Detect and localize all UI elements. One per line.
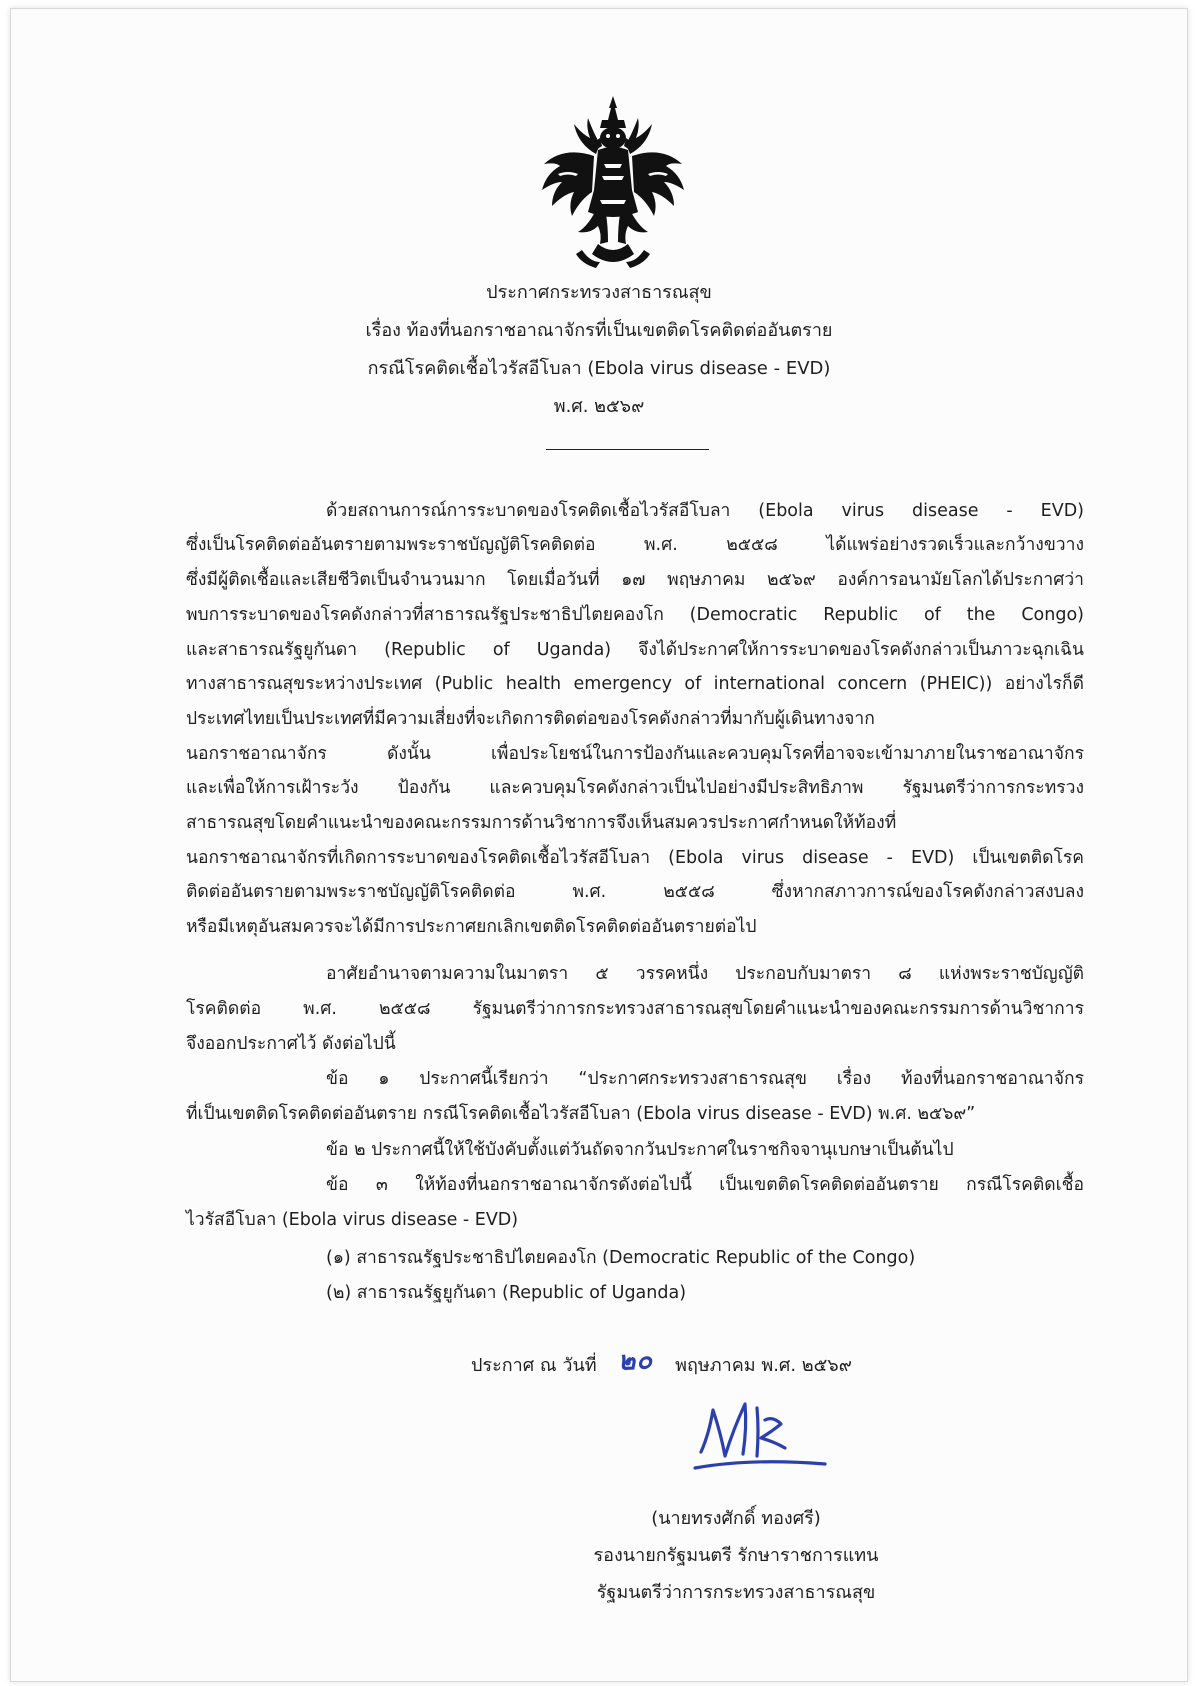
paragraph-line: นอกราชอาณาจักรที่เกิดการระบาดของโรคติดเชื้อไวรัสอีโบลา (Ebola virus disease - EVD) เป็นเขตติดโรค [186,848,1084,868]
announcement-subject: เรื่อง ท้องที่นอกราชอาณาจักรที่เป็นเขตติดโรคติดต่ออันตราย [365,320,833,341]
paragraph-line: นอกราชอาณาจักร ดังนั้น เพื่อประโยชน์ในการป้องกันและควบคุมโรคที่อาจจะเข้ามาภายในราชอาณาจักร [186,744,1084,764]
signatory-name: (นายทรงศักดิ์ ทองศรี) [651,1508,821,1529]
paragraph-line: ทางสาธารณสุขระหว่างประเทศ (Public health emergency of international concern (PHEIC)) อย่างไรก็ดี [186,674,1084,694]
clause-1-line: ข้อ ๑ ประกาศนี้เรียกว่า “ประกาศกระทรวงสาธารณสุข เรื่อง ท้องที่นอกราชอาณาจักร [326,1069,1084,1089]
clause-3-line: ข้อ ๓ ให้ท้องที่นอกราชอาณาจักรดังต่อไปนี้ เป็นเขตติดโรคติดต่ออันตราย กรณีโรคติดเชื้อ [326,1175,1084,1195]
dateline-suffix: พฤษภาคม พ.ศ. ๒๕๖๙ [675,1355,852,1376]
paragraph-line: ซึ่งเป็นโรคติดต่ออันตรายตามพระราชบัญญัติโรคติดต่อ พ.ศ. ๒๕๕๘ ได้แพร่อย่างรวดเร็วและกว้างขวาง [186,535,1084,555]
clause-1-line: ที่เป็นเขตติดโรคติดต่ออันตราย กรณีโรคติดเชื้อไวรัสอีโบลา (Ebola virus disease - EVD) พ.ศ. ๒๕๖๙” [186,1104,976,1124]
signatory-position: รัฐมนตรีว่าการกระทรวงสาธารณสุข [596,1582,876,1603]
document-page [10,8,1188,1682]
paragraph-line: ประเทศไทยเป็นประเทศที่มีความเสี่ยงที่จะเกิดการติดต่อของโรคดังกล่าวที่มากับผู้เดินทางจาก [186,709,875,729]
clause-2-line: ข้อ ๒ ประกาศนี้ให้ใช้บังคับตั้งแต่วันถัดจากวันประกาศในราชกิจจานุเบกษาเป็นต้นไป [326,1140,954,1160]
paragraph-line: โรคติดต่อ พ.ศ. ๒๕๕๘ รัฐมนตรีว่าการกระทรวงสาธารณสุขโดยคำแนะนำของคณะกรรมการด้านวิชาการ [186,999,1084,1019]
paragraph-line: ติดต่ออันตรายตามพระราชบัญญัติโรคติดต่อ พ.ศ. ๒๕๕๘ ซึ่งหากสภาวการณ์ของโรคดังกล่าวสงบลง [186,882,1084,902]
garuda-emblem-icon [538,94,688,269]
title-divider [546,449,709,450]
paragraph-line: และสาธารณรัฐยูกันดา (Republic of Uganda) จึงได้ประกาศให้การระบาดของโรคดังกล่าวเป็นภาวะฉุกเฉิน [186,640,1084,660]
handwritten-signature [691,1394,831,1474]
paragraph-line: สาธารณสุขโดยคำแนะนำของคณะกรรมการด้านวิชาการจึงเห็นสมควรประกาศกำหนดให้ท้องที่ [186,813,897,833]
territory-item: (๒) สาธารณรัฐยูกันดา (Republic of Uganda) [326,1283,687,1303]
announcement-year: พ.ศ. ๒๕๖๙ [553,396,645,417]
paragraph-line: พบการระบาดของโรคดังกล่าวที่สาธารณรัฐประชาธิปไตยคองโก (Democratic Republic of the Congo) [186,605,1084,625]
announcement-case: กรณีโรคติดเชื้อไวรัสอีโบลา (Ebola virus disease - EVD) [367,358,831,379]
paragraph-line: และเพื่อให้การเฝ้าระวัง ป้องกัน และควบคุมโรคดังกล่าวเป็นไปอย่างมีประสิทธิภาพ รัฐมนตรีว่าการกระทรวง [186,778,1084,798]
paragraph-line: จึงออกประกาศไว้ ดังต่อไปนี้ [186,1034,396,1054]
announcement-title: ประกาศกระทรวงสาธารณสุข [486,282,712,303]
dateline [471,1345,852,1378]
dateline-prefix: ประกาศ ณ วันที่ [471,1355,597,1376]
paragraph-line: อาศัยอำนาจตามความในมาตรา ๕ วรรคหนึ่ง ประกอบกับมาตรา ๘ แห่งพระราชบัญญัติ [326,964,1084,984]
paragraph-line: ซึ่งมีผู้ติดเชื้อและเสียชีวิตเป็นจำนวนมาก โดยเมื่อวันที่ ๑๗ พฤษภาคม ๒๕๖๙ องค์การอนามัยโลกได้ประกาศว่า [186,570,1084,590]
paragraph-line: ด้วยสถานการณ์การระบาดของโรคติดเชื้อไวรัสอีโบลา (Ebola virus disease - EVD) [326,501,1084,521]
paragraph-line: หรือมีเหตุอันสมควรจะได้มีการประกาศยกเลิกเขตติดโรคติดต่ออันตรายต่อไป [186,917,757,937]
territory-item: (๑) สาธารณรัฐประชาธิปไตยคองโก (Democratic Republic of the Congo) [326,1248,916,1268]
clause-3-line: ไวรัสอีโบลา (Ebola virus disease - EVD) [186,1210,519,1230]
signatory-position: รองนายกรัฐมนตรี รักษาราชการแทน [593,1545,879,1566]
dateline-day: ๒๐ [617,1345,655,1377]
